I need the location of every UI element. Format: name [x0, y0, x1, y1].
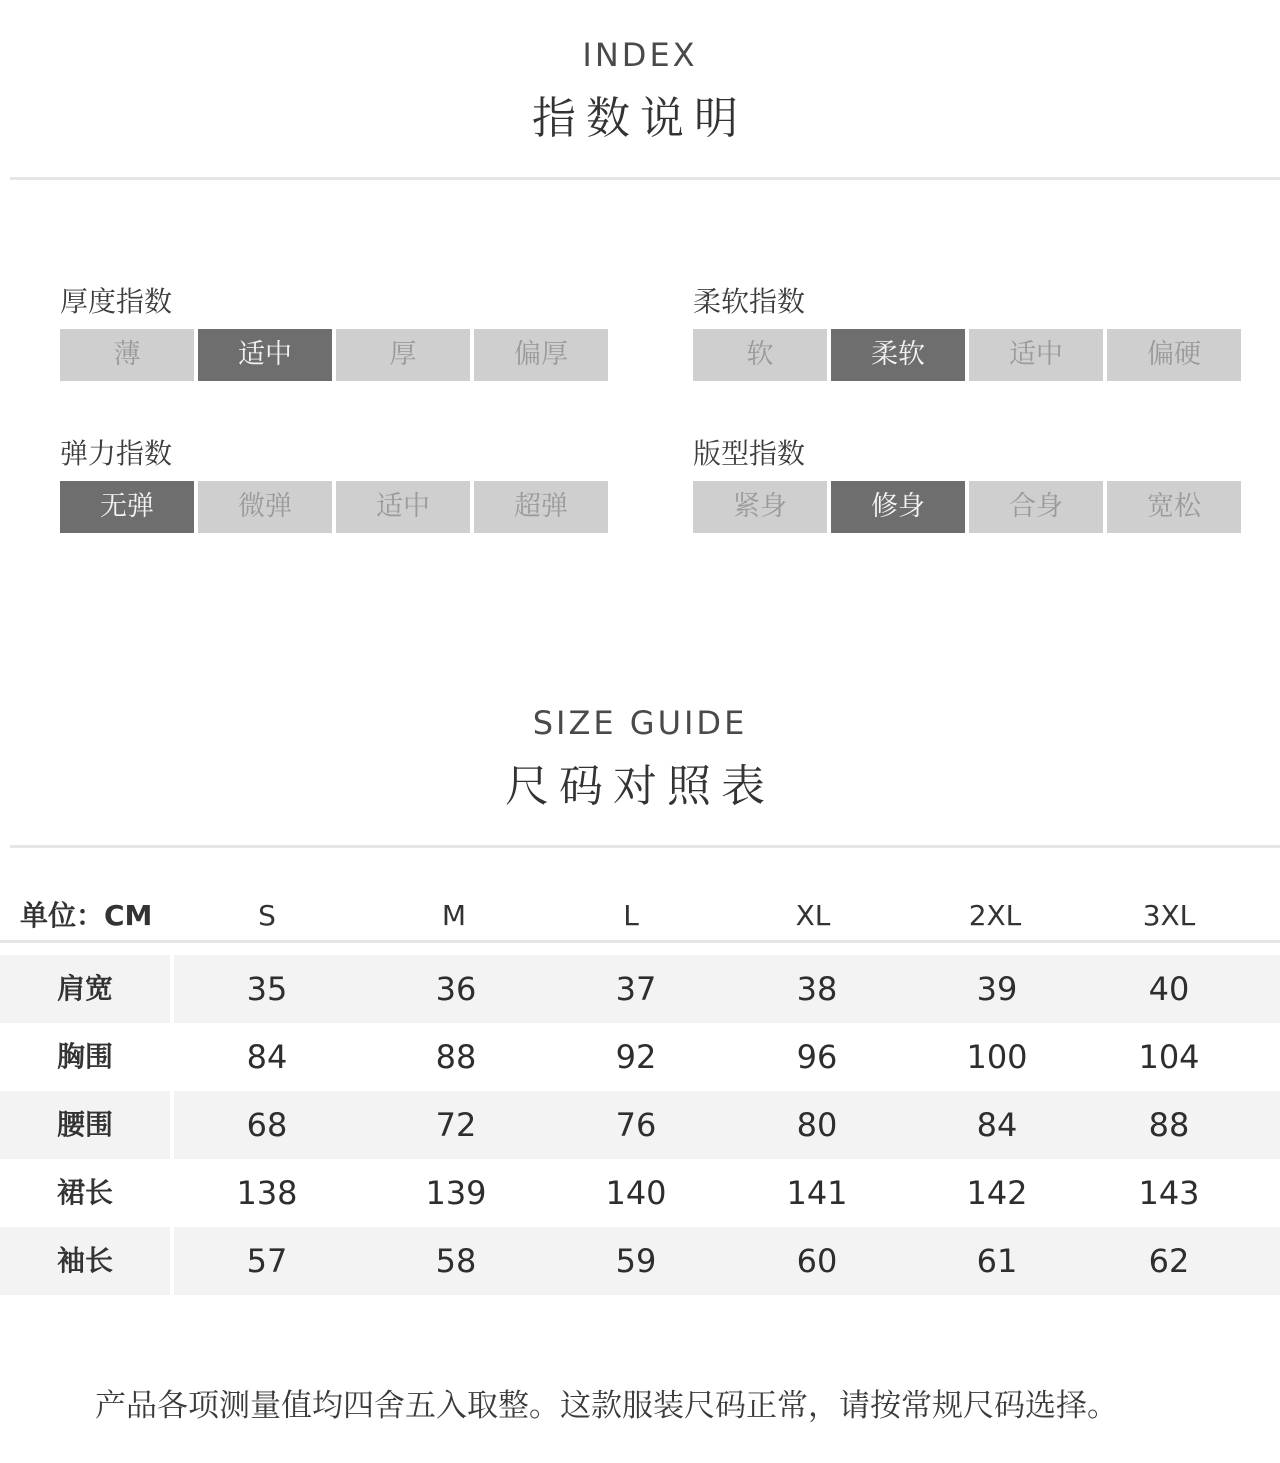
elasticity-option-medium: 适中	[336, 481, 470, 533]
thickness-option-thick: 厚	[336, 329, 470, 381]
size-guide-title-en: SIZE GUIDE	[532, 704, 748, 742]
table-row	[0, 1023, 1280, 1091]
thickness-option-medium: 适中	[198, 329, 332, 381]
row-label: 裙长	[0, 1159, 174, 1227]
softness-option-supple: 柔软	[831, 329, 965, 381]
table-cell: 72	[435, 1106, 477, 1144]
fit-option-regular: 合身	[969, 481, 1103, 533]
row-label: 腰围	[0, 1091, 174, 1159]
table-cell: 68	[246, 1106, 288, 1144]
fit-option-tight: 紧身	[693, 481, 827, 533]
softness-index-title: 柔软指数	[693, 285, 806, 318]
table-cell: 88	[1148, 1106, 1190, 1144]
table-row	[0, 1159, 1280, 1227]
table-cell: 58	[435, 1242, 477, 1280]
softness-option-stiff: 偏硬	[1107, 329, 1241, 381]
table-cell: 84	[246, 1038, 288, 1076]
softness-index	[693, 282, 1245, 381]
table-row	[0, 955, 1280, 1023]
table-cell: 104	[1138, 1038, 1200, 1076]
table-cell: 35	[246, 970, 288, 1008]
softness-index-scale	[693, 329, 1245, 381]
column-header: 2XL	[968, 899, 1022, 932]
table-cell: 141	[786, 1174, 848, 1212]
softness-option-medium: 适中	[969, 329, 1103, 381]
table-cell: 60	[796, 1242, 838, 1280]
table-cell: 88	[435, 1038, 477, 1076]
thickness-index	[60, 282, 612, 381]
table-row	[0, 1091, 1280, 1159]
index-divider	[10, 177, 1280, 180]
table-cell: 37	[615, 970, 657, 1008]
table-cell: 92	[615, 1038, 657, 1076]
column-header: XL	[795, 899, 831, 932]
table-cell: 100	[966, 1038, 1028, 1076]
size-guide-divider	[10, 845, 1280, 848]
table-cell: 142	[966, 1174, 1028, 1212]
column-header: S	[258, 899, 276, 932]
table-cell: 40	[1148, 970, 1190, 1008]
elasticity-index	[60, 434, 612, 533]
index-title-en: INDEX	[582, 36, 698, 74]
fit-index-title: 版型指数	[693, 437, 806, 470]
table-cell: 140	[605, 1174, 667, 1212]
table-cell: 139	[425, 1174, 487, 1212]
unit-label: 单位：CM	[20, 899, 153, 932]
index-title-zh: 指数说明	[532, 93, 748, 144]
column-header: M	[441, 899, 467, 932]
fit-option-loose: 宽松	[1107, 481, 1241, 533]
table-cell: 76	[615, 1106, 657, 1144]
table-row	[0, 1227, 1280, 1295]
column-header: 3XL	[1142, 899, 1196, 932]
fit-index	[693, 434, 1245, 533]
table-cell: 80	[796, 1106, 838, 1144]
thickness-option-thin: 薄	[60, 329, 194, 381]
row-label: 肩宽	[0, 955, 174, 1023]
thickness-index-title: 厚度指数	[60, 285, 173, 318]
elasticity-option-slight: 微弹	[198, 481, 332, 533]
table-cell: 36	[435, 970, 477, 1008]
size-footnote: 产品各项测量值均四舍五入取整。这款服装尺码正常，请按常规尺码选择。	[95, 1388, 1118, 1424]
fit-option-slim: 修身	[831, 481, 965, 533]
softness-option-soft: 软	[693, 329, 827, 381]
table-cell: 61	[976, 1242, 1018, 1280]
row-label: 袖长	[0, 1227, 174, 1295]
size-table-header	[0, 880, 1280, 943]
table-cell: 84	[976, 1106, 1018, 1144]
row-label: 胸围	[0, 1023, 174, 1091]
table-cell: 38	[796, 970, 838, 1008]
elasticity-index-title: 弹力指数	[60, 437, 173, 470]
table-cell: 39	[976, 970, 1018, 1008]
elasticity-option-high: 超弹	[474, 481, 608, 533]
table-cell: 138	[236, 1174, 298, 1212]
size-guide-title-zh: 尺码对照表	[505, 761, 775, 812]
thickness-index-scale	[60, 329, 612, 381]
size-table	[0, 880, 1280, 1295]
table-cell: 96	[796, 1038, 838, 1076]
table-cell: 62	[1148, 1242, 1190, 1280]
fit-index-scale	[693, 481, 1245, 533]
column-header: L	[623, 899, 639, 932]
table-cell: 59	[615, 1242, 657, 1280]
elasticity-index-scale	[60, 481, 612, 533]
elasticity-option-none: 无弹	[60, 481, 194, 533]
table-cell: 57	[246, 1242, 288, 1280]
table-cell: 143	[1138, 1174, 1200, 1212]
thickness-option-extra-thick: 偏厚	[474, 329, 608, 381]
